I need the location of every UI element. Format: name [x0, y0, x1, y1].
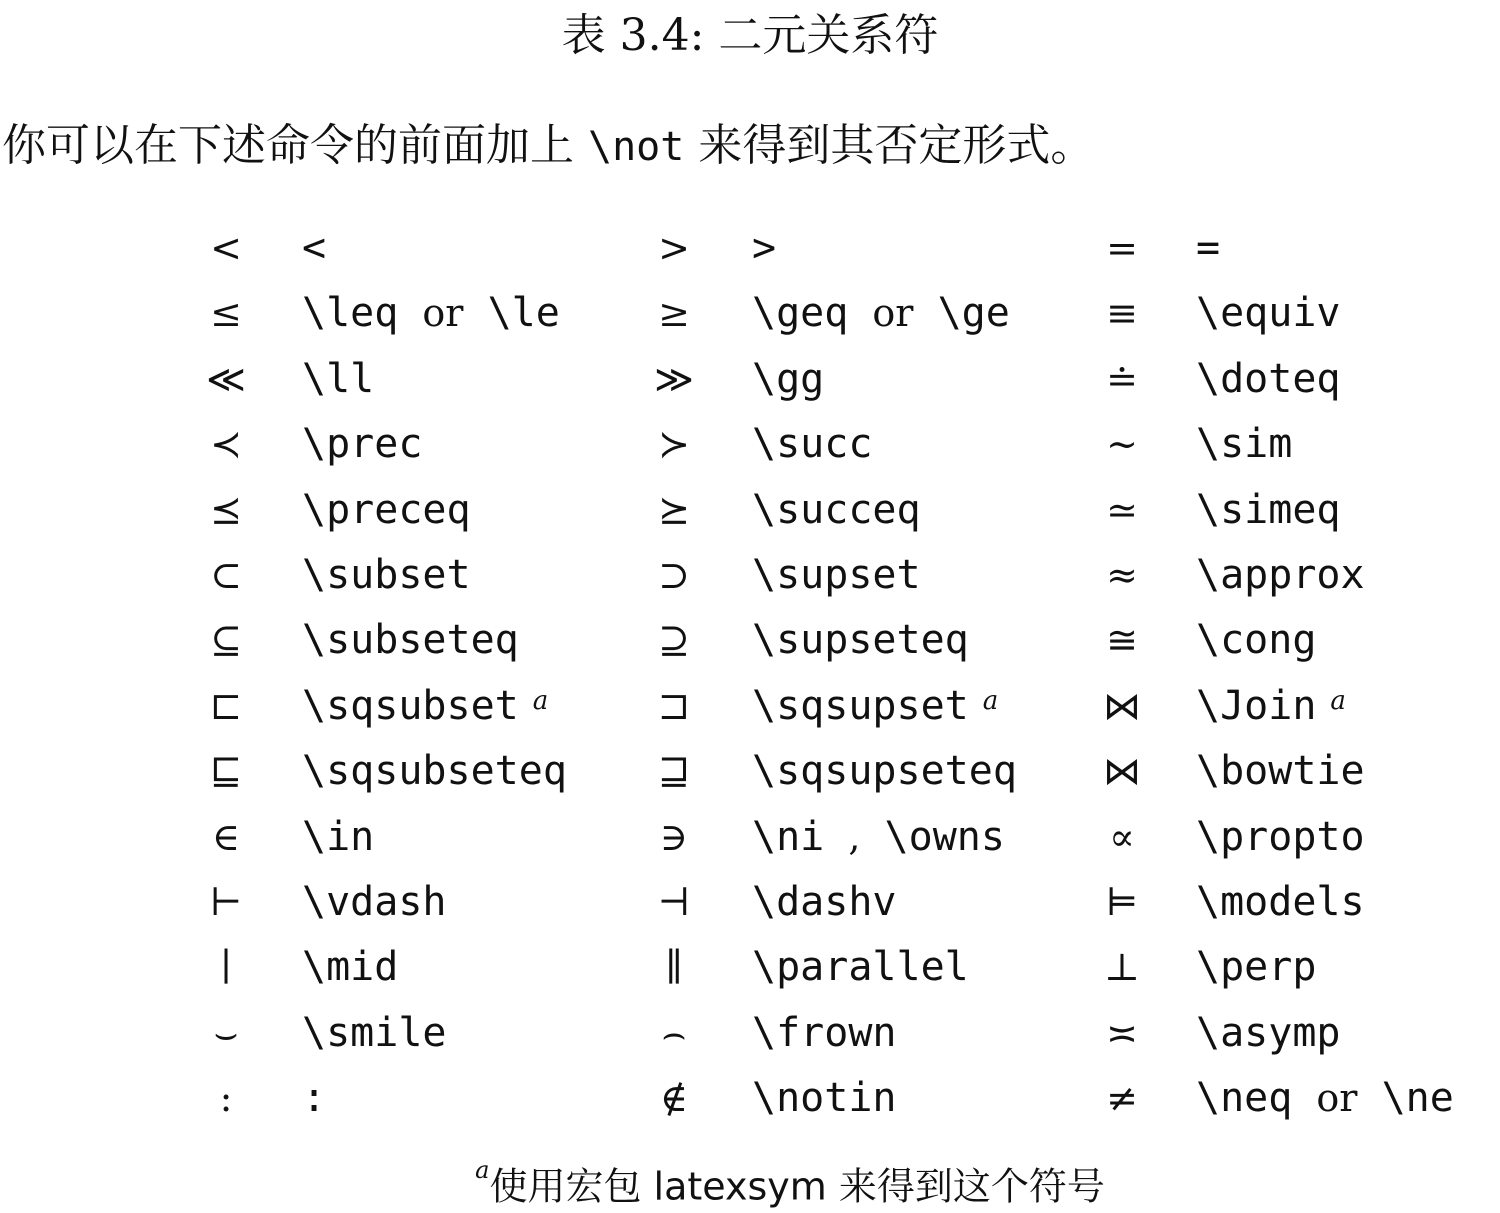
command-name: \in	[302, 813, 375, 860]
latex-command	[752, 870, 897, 935]
relation-symbol: ⪰	[658, 487, 690, 532]
relation-symbol: ⊣	[657, 879, 691, 924]
command-name: \smile	[302, 1009, 447, 1056]
latex-command	[1196, 935, 1316, 1000]
command-name: \frown	[752, 1009, 897, 1056]
relation-symbol: ⊃	[658, 552, 690, 597]
latex-command	[302, 478, 471, 543]
footnote-mark: a	[475, 1156, 490, 1184]
alternative-separator: or	[422, 291, 464, 336]
command-name: \supseteq	[752, 617, 969, 664]
relation-symbol: ⊨	[1105, 879, 1139, 924]
command-name: \sim	[1196, 421, 1293, 468]
command-name: \succeq	[752, 486, 921, 533]
relation-symbol: ⊒	[657, 749, 691, 794]
command-name: \equiv	[1196, 290, 1341, 337]
command-name: \ll	[302, 355, 375, 402]
latex-command	[302, 805, 374, 870]
relation-symbol: ⌣	[213, 1010, 239, 1055]
table-row	[0, 543, 1500, 608]
table-row	[0, 739, 1500, 804]
footnote-text: 使用宏包 latexsym 来得到这个符号	[489, 1164, 1105, 1209]
latex-command	[1196, 674, 1346, 744]
latex-command	[752, 1066, 897, 1131]
relation-symbol: ∈	[211, 814, 241, 859]
table-row	[0, 608, 1500, 673]
table-row	[0, 412, 1500, 477]
latex-command	[1196, 216, 1220, 281]
latex-command	[302, 608, 519, 673]
relation-symbol: ∥	[665, 945, 683, 990]
command-name: \asymp	[1196, 1009, 1341, 1056]
relation-symbol: ⪯	[210, 487, 242, 532]
table-caption: 表 3.4: 二元关系符	[561, 10, 939, 61]
command-name: \bowtie	[1196, 748, 1365, 795]
command-name: \parallel	[752, 944, 969, 991]
latex-command	[1196, 608, 1316, 673]
command-name: \supset	[752, 551, 921, 598]
relation-symbol: ⌢	[661, 1010, 687, 1055]
relation-symbol: ∋	[659, 814, 689, 859]
relation-symbol: ≠	[1106, 1076, 1138, 1121]
table-row	[0, 281, 1500, 346]
latex-command	[752, 347, 824, 412]
latex-command	[1196, 543, 1365, 608]
latex-command	[302, 1066, 326, 1131]
command-name: \sqsupseteq	[752, 748, 1017, 795]
command-name: \sqsupset	[752, 682, 969, 729]
command-name: \sqsubseteq	[302, 748, 567, 795]
relation-symbol: ≈	[1106, 552, 1138, 597]
latex-command	[752, 674, 998, 744]
relation-symbol: ⊐	[657, 683, 691, 728]
footnote-mark: a	[1330, 685, 1346, 716]
latex-command	[302, 1001, 447, 1066]
command-name: \dashv	[752, 878, 897, 925]
command-name: \ni	[752, 813, 825, 860]
command-name: \preceq	[302, 486, 471, 533]
relation-symbol: ⊢	[209, 879, 243, 924]
intro-sentence	[2, 118, 1094, 175]
latex-command	[752, 739, 1017, 804]
latex-command	[302, 543, 471, 608]
relation-symbol: ⊑	[209, 749, 243, 794]
latex-command	[752, 281, 1010, 346]
command-name: \sqsubset	[302, 682, 519, 729]
relation-symbol-table	[0, 216, 1500, 1131]
command-name: =	[1196, 225, 1221, 271]
command-name: \subset	[302, 551, 471, 598]
alternative-separator: or	[872, 291, 914, 336]
intro-code-not: \not	[588, 124, 685, 170]
latex-command	[752, 543, 921, 608]
relation-symbol: ≅	[1106, 618, 1138, 663]
command-name: :	[302, 1075, 327, 1122]
latex-command	[1196, 1066, 1454, 1131]
latex-command	[1196, 739, 1365, 804]
command-alternative: \ge	[937, 290, 1010, 337]
latex-command	[302, 674, 548, 744]
command-name: \prec	[302, 421, 423, 468]
command-name: \vdash	[302, 878, 447, 925]
relation-symbol: ≡	[1106, 291, 1138, 336]
latex-command	[752, 935, 969, 1000]
relation-symbol: :	[219, 1076, 233, 1121]
command-name: \geq	[752, 290, 849, 337]
relation-symbol: ∼	[1106, 422, 1138, 467]
command-alternative: \ne	[1381, 1075, 1454, 1122]
command-name: \Join	[1196, 682, 1317, 729]
latex-command	[302, 216, 326, 281]
relation-symbol: ∝	[1109, 814, 1135, 859]
table-row	[0, 805, 1500, 870]
footnote	[0, 1152, 1500, 1213]
relation-symbol: ≐	[1106, 356, 1138, 401]
relation-symbol: <	[210, 226, 242, 270]
command-name: >	[752, 225, 777, 271]
latex-command	[302, 281, 560, 346]
latex-command	[302, 870, 447, 935]
latex-command	[752, 805, 1005, 870]
latex-command	[752, 1001, 897, 1066]
command-name: \simeq	[1196, 486, 1341, 533]
relation-symbol: ≻	[658, 422, 690, 467]
table-row	[0, 216, 1500, 281]
relation-symbol: ⊥	[1104, 945, 1140, 990]
alternative-separator: ,	[848, 814, 861, 859]
latex-command	[1196, 478, 1341, 543]
command-name: \mid	[302, 944, 399, 991]
command-name: \succ	[752, 421, 873, 468]
latex-command	[1196, 281, 1341, 346]
relation-symbol: ⊆	[210, 618, 242, 663]
latex-command	[752, 412, 872, 477]
intro-text-before: 你可以在下述命令的前面加上	[2, 120, 588, 171]
command-name: \propto	[1196, 813, 1365, 860]
table-row	[0, 674, 1500, 739]
command-name: \gg	[752, 355, 825, 402]
relation-symbol: ⊇	[658, 618, 690, 663]
relation-symbol: ⋈	[1103, 683, 1141, 728]
relation-symbol: ≃	[1106, 487, 1138, 532]
relation-symbol: ≺	[210, 422, 242, 467]
relation-symbol: ≤	[210, 291, 242, 336]
command-alternative: \owns	[884, 813, 1005, 860]
table-row	[0, 347, 1500, 412]
command-name: \cong	[1196, 617, 1317, 664]
relation-symbol: ∉	[659, 1076, 689, 1121]
latex-command	[1196, 805, 1365, 870]
table-row	[0, 1001, 1500, 1066]
latex-command	[302, 412, 422, 477]
command-name: \models	[1196, 878, 1365, 925]
latex-command	[302, 347, 374, 412]
command-alternative: \le	[487, 290, 560, 337]
relation-symbol: ⋈	[1103, 749, 1141, 794]
latex-command	[1196, 412, 1292, 477]
footnote-mark: a	[532, 685, 549, 716]
command-name: \doteq	[1196, 355, 1341, 402]
latex-command	[752, 216, 776, 281]
command-name: \notin	[752, 1075, 897, 1122]
intro-text-after: 来得到其否定形式。	[684, 120, 1095, 171]
relation-symbol: ≫	[654, 356, 694, 401]
relation-symbol: ≥	[658, 291, 690, 336]
table-row	[0, 1066, 1500, 1131]
relation-symbol: ≪	[206, 356, 246, 401]
relation-symbol: ⊏	[209, 683, 243, 728]
table-row	[0, 870, 1500, 935]
latex-command	[302, 739, 567, 804]
table-row	[0, 935, 1500, 1000]
relation-symbol: ∣	[220, 945, 232, 990]
command-name: <	[302, 225, 327, 271]
latex-command	[302, 935, 398, 1000]
command-name: \neq	[1196, 1075, 1293, 1122]
relation-symbol: ≍	[1106, 1010, 1138, 1055]
command-name: \leq	[302, 290, 399, 337]
latex-command	[1196, 1001, 1341, 1066]
relation-symbol: =	[1106, 226, 1138, 270]
latex-command	[1196, 870, 1365, 935]
command-name: \subseteq	[302, 617, 519, 664]
command-name: \approx	[1196, 551, 1365, 598]
latex-command	[1196, 347, 1341, 412]
relation-symbol: >	[658, 226, 690, 270]
alternative-separator: or	[1316, 1076, 1358, 1121]
relation-symbol: ⊂	[210, 552, 242, 597]
latex-command	[752, 608, 969, 673]
table-row	[0, 478, 1500, 543]
footnote-mark: a	[982, 685, 999, 716]
latex-command	[752, 478, 921, 543]
command-name: \perp	[1196, 944, 1317, 991]
